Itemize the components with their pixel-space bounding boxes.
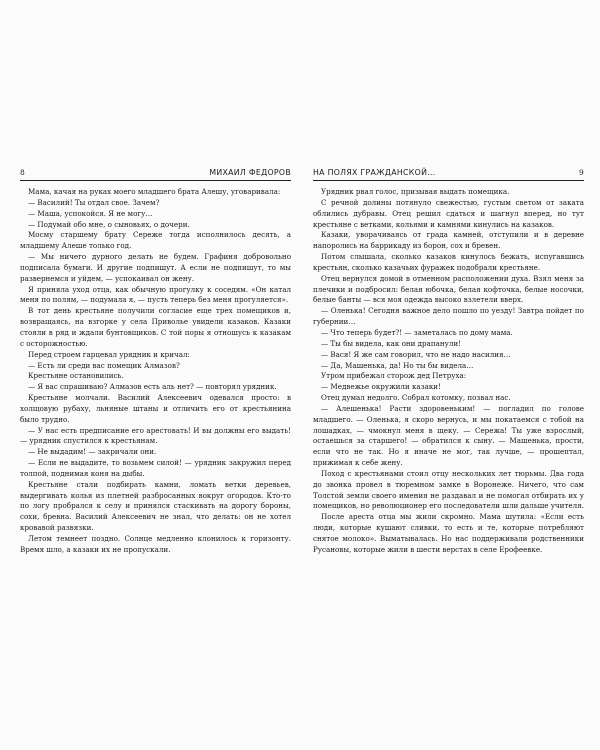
paragraph: — Да, Машенька, да! Но ты бы видела… — [321, 360, 474, 370]
paragraph: Крестьяне молчали. Василий Алексеевич одевался просто: в холщовую рубаху, льняные штаны и отличить его от крестьянина было трудно. — [20, 393, 291, 424]
paragraph: Утром прибежал сторож дед Петруха: — [321, 371, 467, 381]
paragraph: — Если не выдадите, то возьмем силой! — урядник закружил перед толпой, поднимая коня на дыбы. — [20, 458, 291, 478]
paragraph: Крестьяне стали подбирать камни, ломать ветки деревьев, выдергивать колья из плетней разбросанных вокруг огородов. Кто-то по логу пробрался к селу и принялся стаскивать на дорогу бороны, сохи, бревна. Василий Алексеевич не знал, что делать: он не хотел кровавой развязки. — [20, 479, 291, 533]
paragraph: — Подумай обо мне, о сыновьях, о дочери. — [28, 219, 190, 229]
paragraph: Казаки, уворачиваясь от града камней, отступили и в деревне напоролись на баррикаду из борон, сох и бревен. — [313, 230, 584, 251]
paragraph: — Вася! Я же сам говорил, что не надо насилия… — [321, 349, 511, 359]
right-body-text — [313, 187, 584, 556]
paragraph: — Алешенька! Расти здоровеньким! — погладил по голове младшего. — Оленька, я скоро вернусь, и мы покатаемся с тобой на лошадках, — чмокнул меня в щеку. — Сережа! Ты уже взрослый, остаешься за старшего! — обратился к сыну. — Машенька, прости, если что не так. Но я иначе не мог, так лучше, — прошептал, прижимая к себе жену. — [313, 403, 584, 468]
paragraph: — Я вас спрашиваю? Алмазов есть аль нет? — повторял урядник. — [28, 382, 277, 392]
paragraph: Урядник рвал голос, призывая выдать помещика. — [321, 187, 510, 196]
paragraph: — Оленька! Сегодня важное дело пошло по уезду! Завтра пойдет по губернии… — [313, 306, 584, 327]
paragraph: Я приняла уход отца, как обычную прогулку к соседям. «Он катал меня по полям, — подумала я, — пусть теперь без меня прогуляется». — [20, 284, 291, 305]
paragraph: Мама, качая на руках моего младшего брата Алешу, уговаривала: — [28, 187, 281, 196]
paragraph: С речной долины потянуло свежестью, густым светом от заката облились дубравы. Отец решил сдаться и шагнул вперед, но тут крестьяне с ветками, кольями и камнями кинулись на казаков. — [313, 197, 584, 229]
paragraph: Потом слышала, сколько казаков кинулось бежать, испугавшись крестьян, сколько казачьих фуражек подобрали крестьяне. — [313, 252, 584, 272]
paragraph: — Ты бы видела, как они драпанули! — [321, 338, 462, 348]
paragraph: Перед строем гарцевал урядник и кричал: — [28, 349, 190, 359]
paragraph: — Есть ли среди вас помещик Алмазов? — [28, 360, 180, 370]
paragraph: — Медвежье окружили казаки! — [321, 382, 441, 392]
paragraph: В тот день крестьяне получили согласие еще трех помещиков и, возвращаясь, на взгорке у села Приволье увидели казаков. Казаки стояли в ряд и ждали бунтовщиков. С той поры я отношусь к казакам с осторожностью. — [20, 306, 291, 348]
paragraph: Отец вернулся домой в отменном расположении духа. Взял меня за плечики и подбросил: белая юбочка, белая кофточка, белые носочки, белые банты — вся моя одежда высоко взлетели вверх. — [313, 273, 584, 305]
paragraph: Мосму старшему брату Сереже тогда исполнилось десять, а младшему Алеше только год. — [20, 230, 291, 251]
left-page — [20, 168, 291, 556]
paragraph: Отец думал недолго. Собрал котомку, позвал нас. — [321, 393, 511, 403]
right-page — [313, 168, 584, 556]
paragraph: — Мы ничего дурного делать не будем. Графиня добровольно подписала бумаги. И другие подпишут. А если не подпишут, то мы развернемся и уйдем, — успокаивал он жену. — [20, 252, 291, 283]
right-running-title: НА ПОЛЯХ ГРАЖДАНСКОЙ... — [313, 168, 436, 177]
left-running-title: МИХАИЛ ФЕДОРОВ — [209, 168, 291, 177]
paragraph: — У нас есть предписание его арестовать! И вы должны его выдать! — урядник спустился к крестьянам. — [20, 425, 291, 446]
right-page-number: 9 — [579, 168, 584, 177]
paragraph: — Что теперь будет?! — заметалась по дому мама. — [321, 327, 513, 337]
left-body-text — [20, 187, 291, 556]
paragraph: Летом темнеет поздно. Солнце медленно клонилось к горизонту. Время шло, а казаки их не пропускали. — [20, 534, 291, 554]
paragraph: — Маша, успокойся. Я не могу… — [28, 208, 153, 218]
right-running-head — [313, 168, 584, 181]
paragraph: — Василий! Ты отдал свое. Зачем? — [28, 197, 160, 207]
paragraph: После ареста отца мы жили скромно. Мама шутила: «Если есть люди, которые кушают сливки, то есть и те, которые потребляют снятое молоко». Выматывалась. Но нас поддерживали родственники Русановы, которые жили в шести верстах в селе Ерофеевке. — [313, 512, 584, 554]
left-running-head — [20, 168, 291, 181]
paragraph: — Не выдадим! — закричали они. — [28, 447, 157, 457]
paragraph: Поход с крестьянами стоил отцу нескольких лет тюрьмы. Два года до звонка провел в тюремном замке в Воронеже. Ничего, что сам Толстой земли своего имения не раздавал и не помогал отбирать их у помещиков, но революционер его последователи шли дальше учителя. — [313, 468, 584, 511]
left-page-number: 8 — [20, 168, 25, 177]
paragraph: Крестьяне остановились. — [28, 371, 124, 381]
